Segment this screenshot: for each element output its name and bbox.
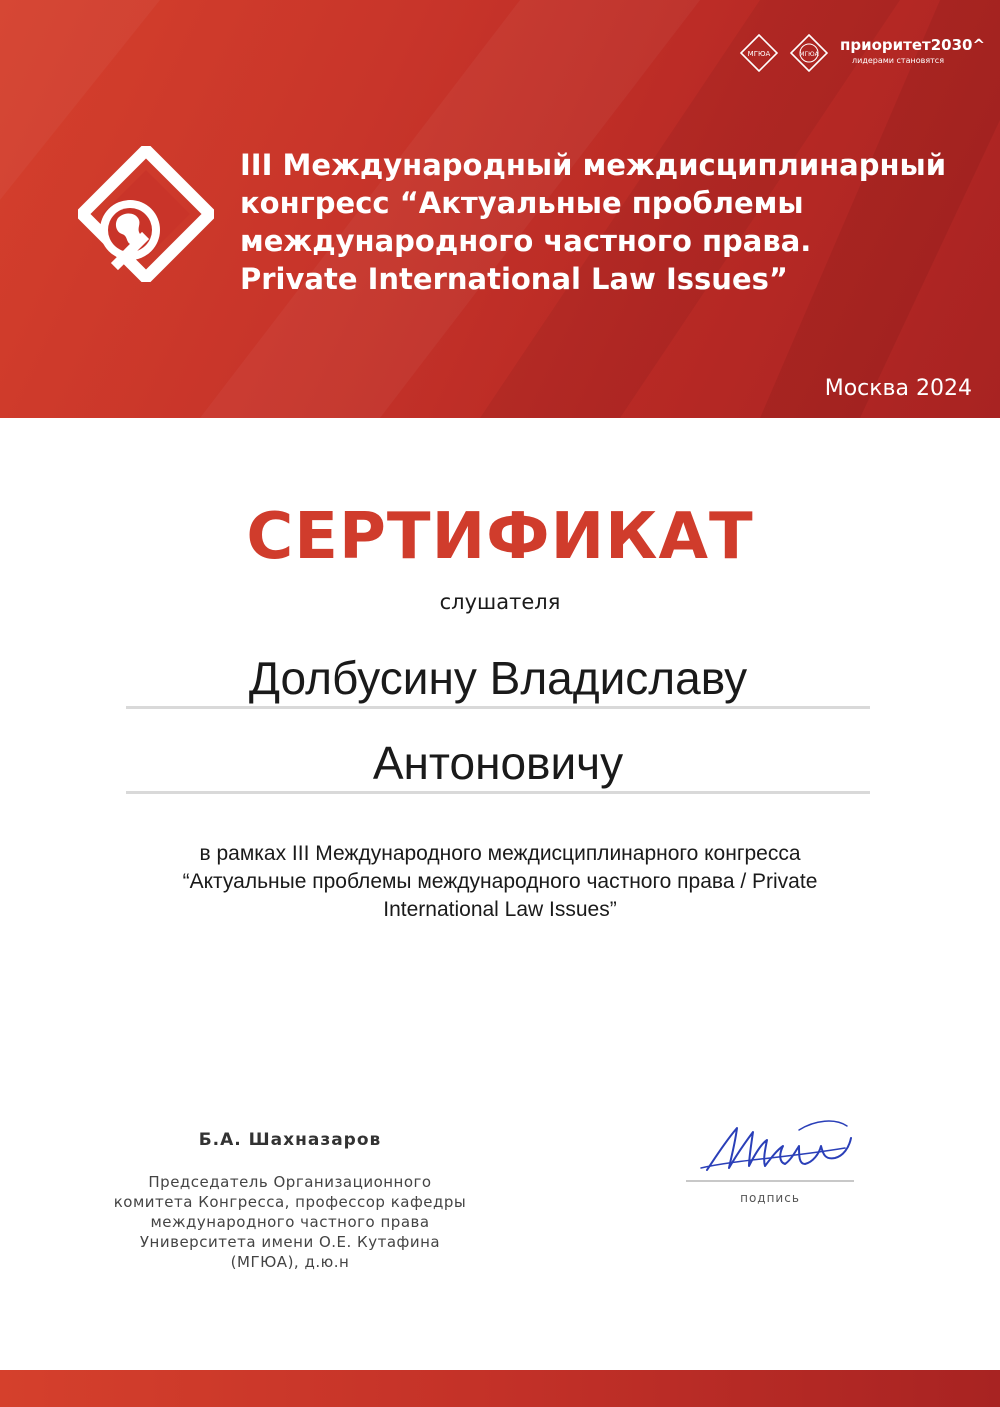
description-line: в рамках III Международного междисциплинарного конгресса [199,842,801,865]
mgua-anniversary-badge-text: МГЮА [799,51,819,58]
recipient-name-line-2: Антоновичу [126,735,870,794]
congress-title-line: конгресс “Актуальные проблемы [240,186,804,220]
certificate-subtitle: слушателя [439,590,561,614]
congress-title [240,146,960,298]
signatory-role-line: комитета Конгресса, профессор кафедры [113,1193,467,1211]
globe-diamond-icon [78,146,214,282]
signatory-role [60,1172,520,1272]
priority-2030-tagline: лидерами становятся [852,56,945,65]
congress-title-line: международного частного права. [240,224,812,258]
footer-band [0,1370,1000,1407]
priority-2030-logo: приоритет2030^ [840,36,986,54]
congress-title-line: Private International Law Issues” [240,262,788,296]
handwritten-signature [695,1108,855,1178]
certificate-title: СЕРТИФИКАТ [246,500,754,574]
partner-logos [740,34,986,74]
signature-label: подпись [740,1191,800,1205]
signatory-role-line: (МГЮА), д.ю.н [230,1253,350,1271]
mgua-anniversary-badge-icon [790,34,828,72]
city-year: Москва 2024 [824,376,972,401]
signatory-role-line: Председатель Организационного [148,1173,432,1191]
congress-title-line: III Международный междисциплинарный [240,148,947,182]
signatory-role-line: Университета имени О.Е. Кутафина [139,1233,441,1251]
signatory-role-line: международного частного права [150,1213,430,1231]
signatory-name: Б.А. Шахназаров [198,1130,382,1150]
header-banner [0,0,1000,418]
certificate-description [60,840,940,924]
description-line: International Law Issues” [383,898,617,921]
signature-line [686,1180,854,1182]
mgua-badge-icon [740,34,778,72]
description-line: “Актуальные проблемы международного частного права / Private [182,870,818,893]
recipient-name-line-1: Долбусину Владиславу [126,650,870,709]
mgua-badge-text: МГЮА [747,50,771,58]
